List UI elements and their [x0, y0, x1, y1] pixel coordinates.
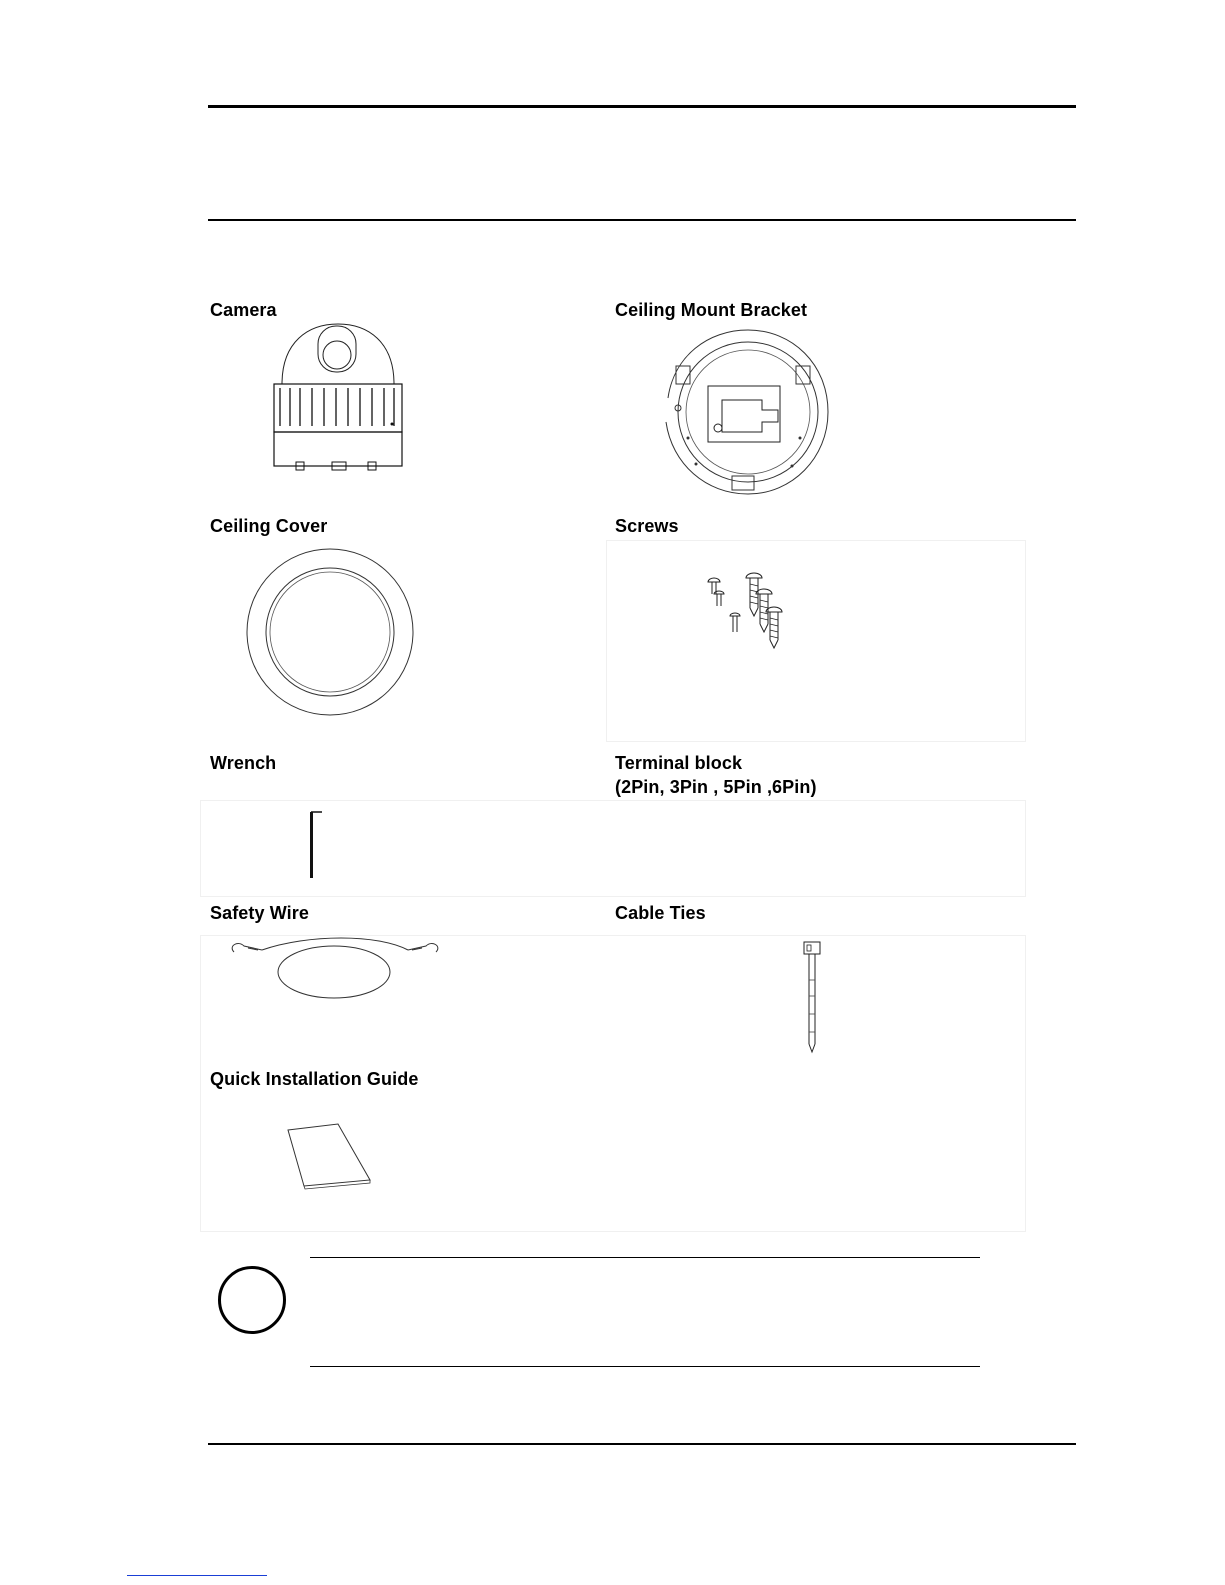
note-rule-top — [310, 1257, 980, 1258]
note-rule-bottom — [310, 1366, 980, 1367]
item-label-quick-installation-guide: Quick Installation Guide — [210, 1069, 419, 1089]
ceiling-cover-icon — [244, 546, 416, 718]
camera-icon — [268, 322, 408, 472]
guide-booklet-icon — [284, 1120, 378, 1190]
wrench-icon — [306, 810, 330, 880]
item-label-wrench: Wrench — [210, 753, 277, 773]
item-label-screws: Screws — [615, 516, 679, 536]
header-rule-top — [208, 105, 1076, 108]
item-label-camera: Camera — [210, 300, 277, 320]
header-rule-bottom — [208, 219, 1076, 221]
cable-tie-icon — [798, 940, 826, 1056]
ceiling-mount-bracket-icon — [660, 328, 834, 496]
safety-wire-icon — [228, 936, 442, 1002]
item-label-ceiling-mount-bracket: Ceiling Mount Bracket — [615, 300, 808, 320]
item-label-cable-ties: Cable Ties — [615, 903, 706, 923]
screws-icon — [700, 570, 790, 652]
footer-rule — [208, 1443, 1076, 1445]
item-label-terminal-block: Terminal block (2Pin, 3Pin , 5Pin ,6Pin) — [615, 753, 817, 797]
item-label-ceiling-cover: Ceiling Cover — [210, 516, 328, 536]
footer-link-underline[interactable] — [127, 1575, 267, 1576]
item-label-safety-wire: Safety Wire — [210, 903, 309, 923]
figure-frame — [606, 540, 1026, 742]
note-circle-icon — [218, 1266, 286, 1334]
